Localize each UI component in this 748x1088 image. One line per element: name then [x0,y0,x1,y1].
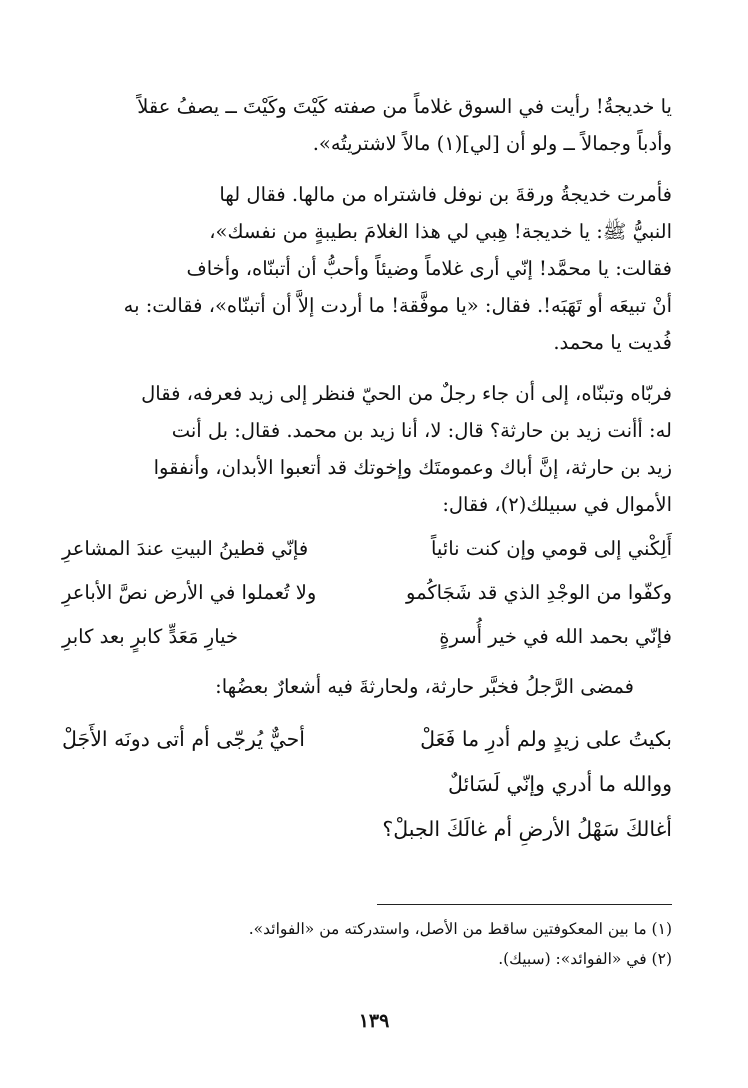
footnote-separator [377,904,672,905]
verse-second-hemistich: ولا تُعملوا في الأرض نصَّ الأباعرِ [62,581,317,604]
line: وأدباً وجمالاً ــ ولو أن [لي](١) مالاً لاشتريتُه». [312,132,672,155]
line: الأموال في سبيلك(٢)، فقال: [442,493,672,516]
line: له: أأنت زيد بن حارثة؟ قال: لا، أنا زيد بن محمد. فقال: بل أنت [171,419,672,442]
paragraph-1 [62,88,672,162]
verse [62,571,672,615]
footnote: (٢) في «الفوائد»: (سبيك). [498,950,672,968]
verse-first-hemistich: وكفّوا من الوجْدِ الذي قد شَجَاكُمو [406,581,672,604]
footnote: (١) ما بين المعكوفتين ساقط من الأصل، واستدركته من «الفوائد». [248,920,672,938]
verse-second-hemistich: أحيٌّ يُرجّى أم أتى دونَه الأَجَلْ [62,727,305,751]
verse-second-hemistich: فإنّي قطينُ البيتِ عندَ المشاعرِ [62,537,309,560]
line: أنْ تبيعَه أو تَهَبَه!. فقال: «يا موفَّقة! ما أردت إلاَّ أن أتبنّاه»، فقالت: به [123,294,672,317]
verse-line: أغالكَ سَهْلُ الأرضِ أم غالَكَ الجبلْ؟ [382,817,672,841]
poem-1 [62,527,672,659]
line: فأمرت خديجةُ ورقةَ بن نوفل فاشتراه من مالها. فقال لها [219,183,672,206]
poem-2-intro: فمضى الرَّجلُ فخبَّر حارثة، ولحارثةَ فيه أشعارٌ بعضُها: [215,675,634,698]
verse [62,615,672,659]
paragraph-2 [62,176,672,361]
poem-2 [62,717,672,852]
verse-second-hemistich: خيارِ مَعَدٍّ كابرٍ بعد كابرِ [62,625,239,648]
verse [62,717,672,762]
verse-first-hemistich: فإنّي بحمد الله في خير أُسرةٍ [439,625,672,648]
line: زيد بن حارثة، إنَّ أباك وعمومتَك وإخوتك قد أتعبوا الأبدان، وأنفقوا [153,456,672,479]
verse [62,527,672,571]
line: فُديت يا محمد. [553,331,672,354]
page-number: ١٣٩ [358,1010,390,1032]
footnotes [62,914,672,974]
verse-line: ووالله ما أدري وإنّي لَسَائلٌ [448,772,672,796]
paragraph-3 [62,375,672,523]
verse-first-hemistich: أَلِكْني إلى قومي وإن كنت نائياً [430,537,672,560]
verse-first-hemistich: بكيتُ على زيدٍ ولم أدرِ ما فَعَلْ [420,727,672,751]
line: النبيُّ ﷺ: يا خديجة! هِبي لي هذا الغلامَ بطيبةٍ من نفسك»، [209,220,672,243]
line: فربّاه وتبنّاه، إلى أن جاء رجلٌ من الحيّ فنظر إلى زيد فعرفه، فقال [141,382,672,405]
page-body [62,88,672,852]
line: فقالت: يا محمَّد! إنّي أرى غلاماً وضيئاً وأحبُّ أن أتبنّاه، وأخاف [186,257,672,280]
line: يا خديجةُ! رأيت في السوق غلاماً من صفته كَيْتَ وكَيْتَ ــ يصفُ عقلاً [137,95,672,118]
